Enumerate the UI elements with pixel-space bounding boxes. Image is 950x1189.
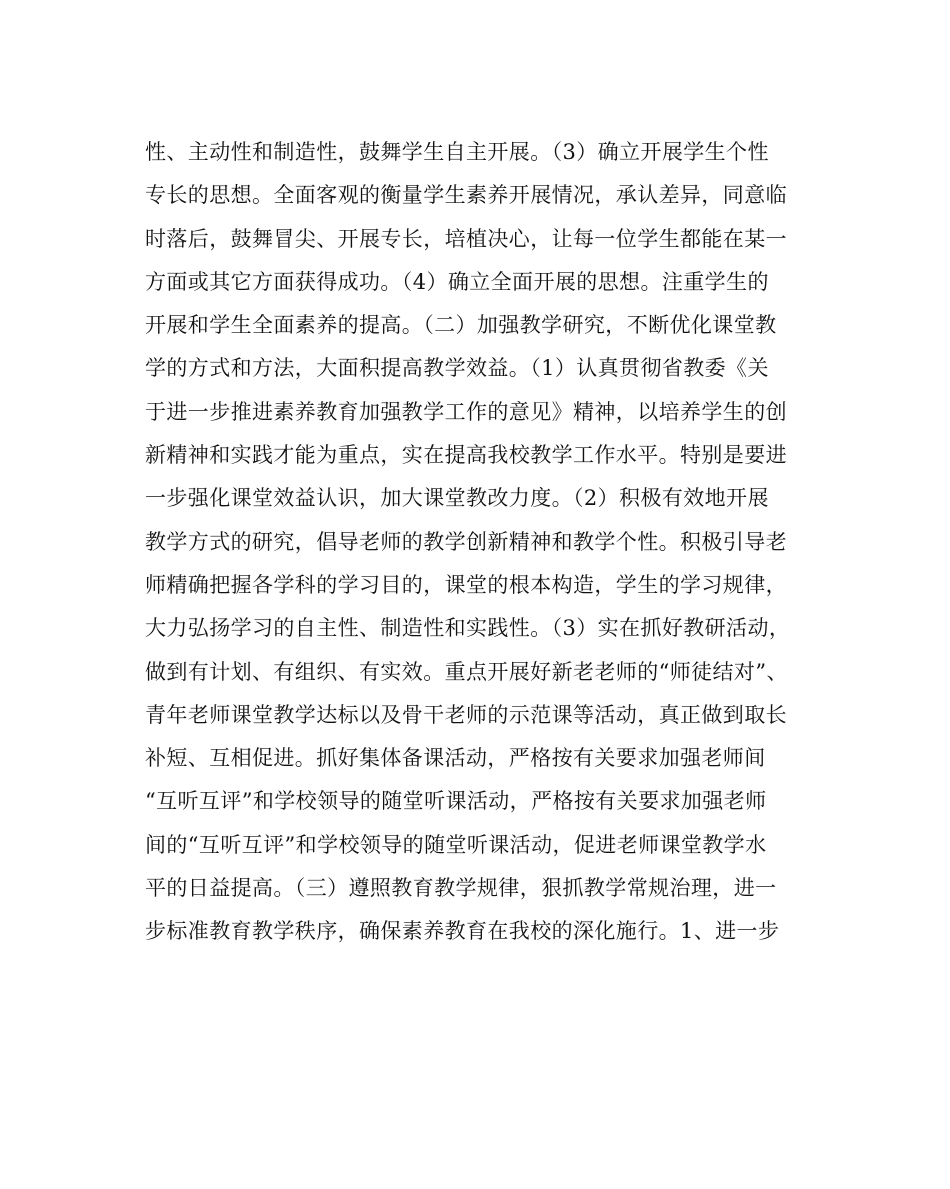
text-line: 开展和学生全面素养的提高。（二）加强教学研究，不断优化课堂教 bbox=[145, 313, 777, 338]
text-line: 教学方式的研究，倡导老师的教学创新精神和教学个性。积极引导老 bbox=[145, 529, 787, 554]
text-line: 新精神和实践才能为重点，实在提高我校教学工作水平。特别是要进 bbox=[145, 443, 787, 468]
text-line: 间的“互听互评”和学校领导的随堂听课活动，促进老师课堂教学水 bbox=[145, 832, 767, 857]
text-line: 做到有计划、有组织、有实效。重点开展好新老老师的“师徒结对”、 bbox=[145, 659, 788, 684]
text-line: “互听互评”和学校领导的随堂听课活动，严格按有关要求加强老师 bbox=[145, 789, 767, 814]
text-line: 青年老师课堂教学达标以及骨干老师的示范课等活动，真正做到取长 bbox=[145, 702, 787, 727]
text-line: 学的方式和方法，大面积提高教学效益。（1）认真贯彻省教委《关 bbox=[145, 356, 769, 381]
text-line: 补短、互相促进。抓好集体备课活动，严格按有关要求加强老师间 bbox=[145, 746, 766, 771]
text-line: 大力弘扬学习的自主性、制造性和实践性。（3）实在抓好教研活动， bbox=[145, 616, 791, 641]
body-text bbox=[145, 131, 825, 954]
text-line: 于进一步推进素养教育加强教学工作的意见》精神，以培养学生的创 bbox=[145, 399, 787, 424]
text-line: 专长的思想。全面客观的衡量学生素养开展情况，承认差异，同意临 bbox=[145, 183, 787, 208]
text-line: 师精确把握各学科的学习目的，课堂的根本构造，学生的学习规律， bbox=[145, 572, 787, 597]
text-line: 步标准教育教学秩序，确保素养教育在我校的深化施行。1、进一步 bbox=[145, 919, 780, 944]
text-line: 平的日益提高。（三）遵照教育教学规律，狠抓教学常规治理，进一 bbox=[145, 876, 777, 901]
text-line: 时落后，鼓舞冒尖、开展专长，培植决心，让每一位学生都能在某一 bbox=[145, 226, 787, 251]
text-line: 一步强化课堂效益认识，加大课堂教改力度。（2）积极有效地开展 bbox=[145, 486, 769, 511]
text-line: 性、主动性和制造性，鼓舞学生自主开展。（3）确立开展学生个性 bbox=[145, 140, 769, 164]
text-line: 方面或其它方面获得成功。（4）确立全面开展的思想。注重学生的 bbox=[145, 269, 769, 294]
